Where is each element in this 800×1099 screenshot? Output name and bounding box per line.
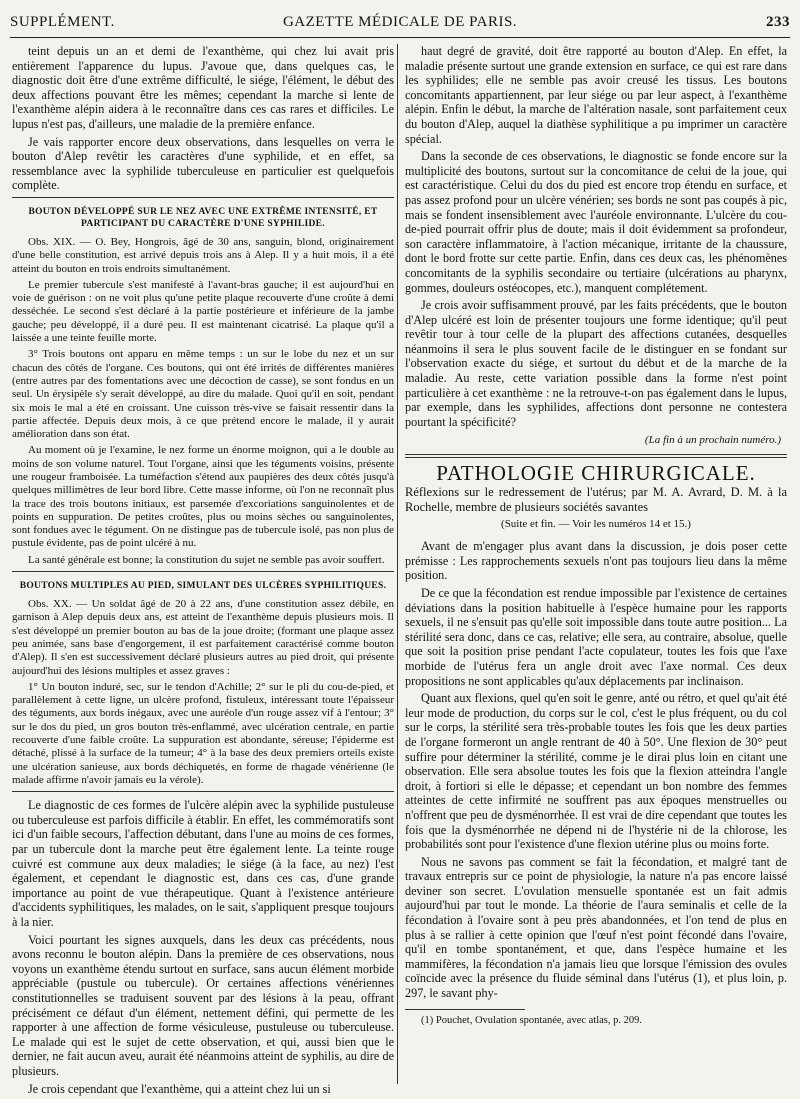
paragraph: Avant de m'engager plus avant dans la discussion, je dois poser cette prémisse : Les rapprochements sexuels n'ont pas toujours lieu dans la même position. bbox=[405, 539, 787, 583]
observation-paragraph: Obs. XIX. — O. Bey, Hongrois, âgé de 30 ans, sanguin, blond, originairement d'une belle constitution, est arrivé depuis trois ans à Alep. Il y a huit mois, il a été atteint du bouton en trois endroits simultanément. bbox=[12, 235, 394, 275]
observation-paragraph: Au moment où je l'examine, le nez forme un énorme moignon, qui a le double au moins de son volume naturel. Tout l'organe, ainsi que les téguments voisins, présente une rougeur framboisée. La tuméfaction s'étend aux paupières des deux côtés jusqu'à quelques millimètres de leur bord libre. Cette masse informe, où l'on ne reconnaît plus la trace des trois boutons initiaux, est parsemée d'excoriations sanguinolentes et de points en suppuration. De petites croûtes, plus ou moins sèches ou sanguinolentes, sont fondues avec le tégument. On ne distingue pas de tubercule isolé, pas non plus de pustule évidente, pas de point ulcéré à nu. bbox=[12, 444, 394, 550]
paragraph: Nous ne savons pas comment se fait la fécondation, et malgré tant de travaux entrepris sur ce point de physiologie, la nature n'a pas encore laissé deviner son secret. L'ovulation mensuelle spontanée est un fait admis aujourd'hui par tout le monde. La théorie de l'aura seminalis et celle de la fécondation à l'ovaire sont à peu près abandonnées, et l'on tend de plus en plus à se rallier à cette opinion que l'œuf n'est point fécondé dans l'ovaire, qu'il en tombe spontanément, et que, dans l'espèce humaine et les mammifères, la fécondation n'a jamais lieu que lorsque l'émission des ovules coïncide avec la présence du fluide séminal dans l'utérus (1), et plus loin, p. 297, le savant phy- bbox=[405, 854, 787, 1001]
observation-heading: BOUTON DÉVELOPPÉ SUR LE NEZ AVEC UNE EXTRÊME INTENSITÉ, ET PARTICIPANT DU CARACTÈRE D'UNE SYPHILIDE. bbox=[28, 206, 378, 229]
observation-paragraph: 1° Un bouton induré, sec, sur le tendon d'Achille; 2° sur le pli du cou-de-pied, et parallèlement à cette ligne, un ulcère profond, fistuleux, intéressant toute l'épaisseur des téguments, aux bords inégaux, avec une auréole d'un rouge assez vif à l'entour; 3° sur le dos du pied, un gros bouton très-enflammé, avec ulcération centrale, en partie recouverte d'une faible croûte. La suppuration est abondante, séreuse; l'épiderme est détaché, plissé à la surface de la tumeur; 4° à la base des deux premiers orteils existe une ulcération sanieuse, aux bords déchiquetés, en forme de rhagade vénérienne (le malade affirme n'avoir jamais eu la vérole). bbox=[12, 680, 394, 786]
observation-paragraph: Obs. XX. — Un soldat âgé de 20 à 22 ans, d'une constitution assez débile, en garnison à Alep depuis deux ans, est atteint de l'exanthème depuis plusieurs mois. Il s'est développé un premier bouton au bas de la joue droite; (formant une plaque assez peu animée, sans base d'engorgement, il est parfaitement caractérisé comme bouton d'Alep). Il s'en est successivement déclaré plusieurs autres au pied droit, qui présente aujourd'hui des lésions multiples et assez graves : bbox=[12, 598, 394, 677]
separator-rule bbox=[12, 571, 394, 572]
paragraph: Quant aux flexions, quel qu'en soit le genre, anté ou rétro, et quel qu'ait été leur mode de production, du corps sur le col, c'est le plus fréquent, ou du col sur le corps, la stérilité sera très-probable toutes les fois que les deux parties de l'organe formeront un angle rentrant de 40 à 50°. Une flexion de 30° peut suffire pour déterminer la stérilité, comme je le dirai plus loin en citant une observation. Elle sera absolue toutes les fois que la flexion atteindra l'angle droit, à fortiori si elle le dépasse; et cependant un bon nombre des femmes atteintes de cette infirmité ne souffrent pas aux époques menstruelles ou n'offrent que peu de dysménorrhée. Il est vrai de dire cependant que toutes les fois que la dysménorrhée ne dépend ni de l'hystérie ni de la chlorose, les probabilités sont pour l'existence d'une flexion utérine plus ou moins forte. bbox=[405, 691, 787, 852]
running-header bbox=[10, 14, 790, 36]
observation-paragraph: 3° Trois boutons ont apparu en même temps : un sur le lobe du nez et un sur chacun des côtés de l'organe. Ces boutons, qui ont été irrités de différentes manières (entre autres par des fomentations avec une décoction de casse), se sont fondus en un seul. Un érysipèle s'y serait développé, au dire du malade. Quoi qu'il en soit, pendant six mois le mal a été en croissant. Une cuisson très-vive se faisait ressentir dans la partie affectée. Depuis deux mois, à ce que prétend encore le malade, il y aurait amélioration dans son état. bbox=[12, 348, 394, 441]
paragraph: haut degré de gravité, doit être rapporté au bouton d'Alep. En effet, la maladie présente surtout une grande extension en surface, ce qui est rare dans les syphilides; elle ne semble pas avoir creusé les tissus. Les boutons concomitants appartiennent, par leur siége ou par leur aspect, à l'exanthème alépin. Enfin le début, la marche de l'altération nasale, sont parfaitement ceux du bouton d'Alep, auquel la diathèse syphilitique a pu imprimer un caractère spécial. bbox=[405, 44, 787, 146]
separator-rule bbox=[12, 197, 394, 198]
left-column bbox=[12, 44, 394, 1099]
section-title: PATHOLOGIE CHIRURGICALE. bbox=[436, 461, 756, 486]
header-supplement: SUPPLÉMENT. bbox=[10, 14, 115, 30]
footnote-rule bbox=[405, 1009, 525, 1010]
column-divider bbox=[397, 44, 398, 1084]
observation-paragraph: Le premier tubercule s'est manifesté à l'avant-bras gauche; il est aujourd'hui en voie de guérison : on ne voit plus qu'une petite plaque recouverte d'une croûte à demi desséchée. Le second s'est déclaré à la partie postérieure et inférieure de la jambe gauche; peu développé, il a duré peu. Il est maintenant cicatrisé. La plaque qu'il a laissée a une teinte feuille morte. bbox=[12, 278, 394, 345]
paragraph: Je crois avoir suffisamment prouvé, par les faits précédents, que le bouton d'Alep ulcéré est loin de présenter toujours une forme identique; qu'il peut revêtir tour à tour celle de la plupart des affections cutanées, desquelles néanmoins il sera le plus souvent facile de le distinguer en se fondant sur l'observation exacte du siége, et surtout du début et de la marche de la maladie. Au reste, cette variation possible dans la forme n'est point particulière à cet exanthème : ne la retrouve-t-on pas également dans le lupus, par exemple, dans les syphilides, affections dont personne ne contestera pourtant la spécificité? bbox=[405, 298, 787, 429]
section-rule bbox=[405, 454, 787, 458]
paragraph: Dans la seconde de ces observations, le diagnostic se fonde encore sur la multiplicité des boutons, surtout sur la concomitance de celui de la joue, qui est caractéristique. Celui du dos du pied est encore trop étendu en surface, et pas assez profond pour un ulcère vénérien; ses bords ne sont pas coupés à pic, mais se fondent insensiblement avec l'auréole environnante. L'ulcère du cou-de-pied pourrait offrir plus de doute; mais il doit évidemment sa profondeur, son caractère inflammatoire, à l'action mécanique, irritante de la chaussure, dont le bord frotte sur cette partie. Enfin, dans ces deux cas, les phénomènes concomitants de la syphilis secondaire ou tertiaire (ulcérations au pharynx, gommes, douleurs ostéocopes, etc.), manquent complétement. bbox=[405, 149, 787, 295]
page-number: 233 bbox=[766, 14, 790, 30]
paragraph: Je crois cependant que l'exanthème, qui a atteint chez lui un si bbox=[28, 1081, 331, 1096]
paragraph: De ce que la fécondation est rendue impossible par l'existence de certaines déviations dans la position habituelle à l'espèce humaine pour les rapports sexuels, il ne s'ensuit pas qu'elle soit impossible dans toute autre position... La stérilité sera donc, dans ce cas, relative; elle sera, au contraire, absolue, quelle que soit la position prise pendant l'acte copulateur, toutes les fois que l'axe morbide de l'utérus fera un angle droit avec l'axe normal. Ces deux propositions ne sont applicables qu'aux déplacements par inclinaison. bbox=[405, 586, 787, 688]
header-rule bbox=[10, 37, 790, 38]
paragraph: teint depuis un an et demi de l'exanthème, qui chez lui avait pris entièrement l'apparence du lupus. J'avoue que, dans quelques cas, le diagnostic doit être d'une extrême difficulté, le siége, l'élément, le début des deux affections pouvant être les mêmes; cependant la marche si lente de l'exanthème alépin aidera à le reconnaître dans ces cas rares et difficiles. Le lupus n'est pas, d'ailleurs, une maladie de la première enfance. bbox=[12, 44, 394, 131]
observation-paragraph: La santé générale est bonne; la constitution du sujet ne semble pas avoir souffert. bbox=[28, 553, 385, 566]
paragraph: Le diagnostic de ces formes de l'ulcère alépin avec la syphilide pustuleuse ou tuberculeuse est parfois difficile à établir. En effet, les commémoratifs sont ici d'un faible secours, l'affection débutant, dans l'une au moins de ces formes, par un tubercule dont la marche peut être également lente. La teinte rouge cuivré est commune aux deux maladies; le siége (à la face, au nez) l'est également, et cependant le diagnostic est, dans ces cas, d'une grande importance au point de vue thérapeutique. Quant à l'existence antérieure d'accidents syphilitiques, les malades, on le sait, s'appliquent presque toujours à la nier. bbox=[12, 798, 394, 929]
paragraph: Je vais rapporter encore deux observations, dans lesquelles on verra le bouton d'Alep revêtir les caractères d'une syphilide, et en effet, sa ressemblance avec la syphilide tuberculeuse en particulier est quelquefois complète. bbox=[12, 134, 394, 193]
right-column bbox=[405, 44, 787, 1027]
separator-rule bbox=[12, 791, 394, 792]
article-title: Réflexions sur le redressement de l'utérus; par M. A. Avrard, D. M. à la Rochelle, membre de plusieurs sociétés savantes bbox=[405, 484, 787, 514]
observation-heading: BOUTONS MULTIPLES AU PIED, SIMULANT DES ULCÈRES SYPHILITIQUES. bbox=[19, 581, 387, 592]
header-journal-title: GAZETTE MÉDICALE DE PARIS. bbox=[282, 14, 518, 30]
footnote: (1) Pouchet, Ovulation spontanée, avec atlas, p. 209. bbox=[421, 1014, 643, 1026]
continuation-note: (Suite et fin. — Voir les numéros 14 et 15.) bbox=[501, 517, 691, 530]
to-be-continued-note: (La fin à un prochain numéro.) bbox=[644, 434, 781, 447]
paragraph: Voici pourtant les signes auxquels, dans les deux cas précédents, nous avons reconnu le bouton alépin. Dans la première de ces observations, nous voyons un exanthème étendu surtout en surface, sans aucun élément morbide appréciable (pustule ou tubercule). Or certaines affections vénériennes constitutionnelles se traduisent souvent par des lésions à la peau, offrant précisément ce défaut d'un élément, nettement défini, qui permette de les rapporter à une affection de forme vésiculeuse, pustuleuse ou tuberculeuse. Le malade qui est le sujet de cette observation, et qui, aussi bien que le dernier, ne fait aucun aveu, aurait été néanmoins atteint de syphilis, au dire de plusieurs. bbox=[12, 932, 394, 1078]
